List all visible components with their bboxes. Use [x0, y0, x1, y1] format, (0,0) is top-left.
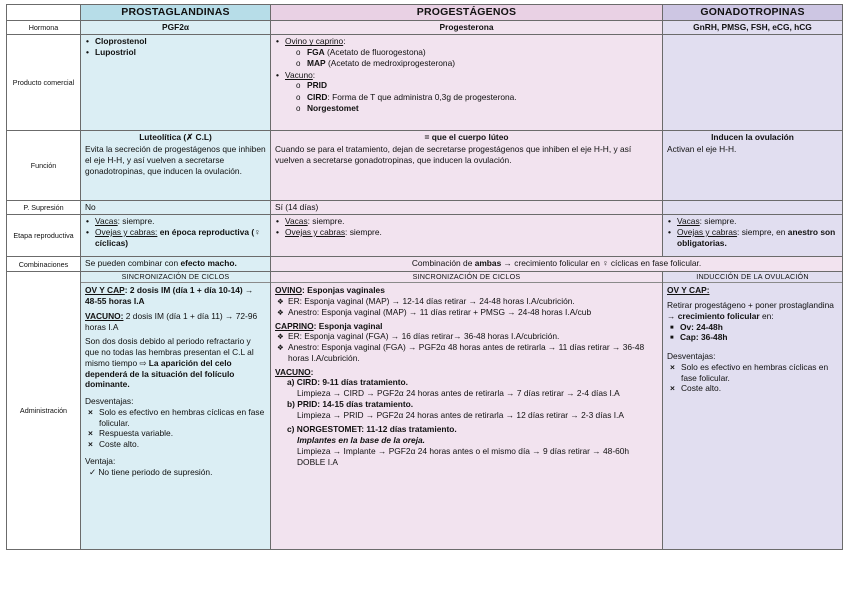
supresion-proges: Sí (14 días) [271, 201, 663, 215]
admin-proges-prid-title: b) PRID: 14-15 días tratamiento. [287, 398, 414, 409]
admin-proges-subtitle: SINCRONIZACIÓN DE CICLOS [271, 272, 662, 283]
etapa-prosta [81, 215, 271, 257]
product-item: o FGA (Acetato de fluorogestona) [307, 47, 658, 58]
producto-proges [271, 35, 663, 131]
funcion-proges-text: Cuando se para el tratamiento, dejan de secretarse progestágenos que inhiben el eje H-H, y así vuelven a secretarse gonadotropinas, que inducen la ovulación. [275, 144, 632, 165]
product-group-vacuno: • Vacuno: o PRID o CIRD: Forma de T que administra 0,3g de progesterona. o Norgestomet [285, 70, 658, 114]
admin-gonado-desv-list [667, 362, 838, 394]
combinaciones-proges-gonado: Combinación de ambas → crecimiento folicular en ♀ cíclicas en fase folicular. [271, 257, 843, 272]
supresion-gonado [663, 201, 843, 215]
admin-proges-prid-text: Limpieza → PRID → PGF2α 24 horas antes de retirarla → 12 días retirar → 2-3 días I.A [297, 409, 624, 420]
etapa-item: • Ovejas y cabras: siempre, en anestro son obligatorias. [677, 227, 838, 249]
row-label-producto: Producto comercial [7, 35, 81, 131]
funcion-gonado [663, 131, 843, 201]
list-item: × Coste alto. [681, 383, 838, 394]
list-item: × Solo es efectivo en hembras cíclicas en fase folicular. [681, 362, 838, 384]
admin-prosta-ovcap: OV Y CAP: 2 dosis IM (día 1 + día 10-14) → 48-55 horas I.A [85, 285, 254, 307]
list-item: × Solo es efectivo en hembras cíclicas en fase folicular. [99, 407, 266, 429]
ovino-label: Ovino y caprino [285, 36, 344, 47]
product-item: o MAP (Acetato de medroxiprogesterona) [307, 58, 658, 69]
admin-gonado-desv-title: Desventajas: [667, 351, 716, 362]
funcion-gonado-text: Activan el eje H-H. [667, 144, 737, 155]
product-group-ovino: • Ovino y caprino: o FGA (Acetato de fluorogestona) o MAP (Acetato de medroxiprogesterona) [285, 36, 658, 69]
admin-prosta-desv-title: Desventajas: [85, 396, 134, 407]
list-item: × Respuesta variable. [99, 428, 266, 439]
funcion-prosta-text: Evita la secreción de progestágenos que inhiben el eje H-H, y así vuelven a secretarse gonadotropinas, que inducen la ovulación. [85, 144, 266, 176]
admin-prosta-explain: Son dos dosis debido al periodo refractario y que no todas las hembras presentan el C.L al mismo tiempo ⇨ La aparición del celo dependerá de la situación del folículo dominante. [85, 336, 254, 390]
combinaciones-prosta: Se pueden combinar con efecto macho. [81, 257, 271, 272]
row-label-combinaciones: Combinaciones [7, 257, 81, 272]
admin-prosta-subtitle: SINCRONIZACIÓN DE CICLOS [81, 272, 270, 283]
product-item: o PRID [307, 80, 658, 91]
etapa-item: • Vacas: siempre. [95, 216, 266, 227]
funcion-prosta [81, 131, 271, 201]
admin-proges-norg-title: c) NORGESTOMET: 11-12 días tratamiento. [287, 424, 457, 435]
funcion-proges-title: = que el cuerpo lúteo [424, 132, 509, 143]
hormona-gonado: GnRH, PMSG, FSH, eCG, hCG [663, 21, 843, 35]
hormona-proges: Progesterona [271, 21, 663, 35]
row-label-hormona: Hormona [7, 21, 81, 35]
admin-gonado-ovcap: OV Y CAP: [667, 285, 710, 296]
product-item: o CIRD: Forma de T que administra 0,3g de progesterona. [307, 92, 658, 103]
producto-prosta [81, 35, 271, 131]
admin-proges-ovino: OVINO: Esponjas vaginales [275, 285, 385, 296]
admin-proges-norg-text: Limpieza → Implante → PGF2α 24 horas antes o el mismo día → 9 días retirar → 48-60h DOBLE I.A [297, 445, 630, 467]
corner-cell [7, 5, 81, 21]
header-gonadotropinas: GONADOTROPINAS [663, 5, 843, 21]
admin-prosta-desv-list [85, 407, 266, 450]
admin-proges-vacuno: VACUNO: [275, 366, 314, 377]
admin-proges [271, 272, 663, 550]
list-item: × Coste alto. [99, 439, 266, 450]
admin-proges-norg-italic: Implantes en la base de la oreja. [297, 435, 426, 446]
product-item: • Cloprostenol [95, 36, 266, 47]
row-label-supresion: P. Supresión [7, 201, 81, 215]
etapa-gonado [663, 215, 843, 257]
header-progestagenos: PROGESTÁGENOS [271, 5, 663, 21]
supresion-prosta: No [81, 201, 271, 215]
admin-proges-caprino: CAPRINO: Esponja vaginal [275, 320, 383, 331]
admin-gonado-subtitle: INDUCCIÓN DE LA OVULACIÓN [663, 272, 842, 283]
header-prostaglandinas: PROSTAGLANDINAS [81, 5, 271, 21]
etapa-proges [271, 215, 663, 257]
vacuno-label: Vacuno [285, 69, 313, 80]
funcion-prosta-title: Luteolítica (✗ C.L) [139, 132, 212, 143]
producto-gonado [663, 35, 843, 131]
list-item: ❖ ER: Esponja vaginal (MAP) → 12-14 días retirar → 24-48 horas I.A/cubrición. [288, 296, 658, 307]
product-item: • Lupostriol [95, 47, 266, 58]
funcion-proges [271, 131, 663, 201]
comparison-table [6, 4, 843, 550]
admin-proges-cird-title: a) CIRD: 9-11 días tratamiento. [287, 377, 409, 388]
etapa-item: • Vacas: siempre. [677, 216, 838, 227]
list-item: ❖ Anestro: Esponja vaginal (MAP) → 11 días retirar + PMSG → 24-48 horas I.A/cub [288, 307, 658, 318]
admin-prosta-vacuno: VACUNO: 2 dosis IM (día 1 + día 11) → 72-96 horas I.A [85, 310, 258, 332]
etapa-item: • Ovejas y cabras: siempre. [285, 227, 658, 238]
admin-gonado-intro: Retirar progestágeno + poner prostaglandina → crecimiento folicular en: [667, 300, 834, 321]
row-label-funcion: Función [7, 131, 81, 201]
admin-gonado [663, 272, 843, 550]
list-item: ■ Ov: 24-48h [680, 322, 838, 333]
admin-prosta [81, 272, 271, 550]
admin-prosta-venta-title: Ventaja: [85, 455, 116, 466]
list-item: ■ Cap: 36-48h [680, 332, 838, 343]
list-item: ❖ ER: Esponja vaginal (FGA) → 16 días retirar→ 36-48 horas I.A/cubrición. [288, 331, 658, 342]
hormona-prosta: PGF2α [81, 21, 271, 35]
funcion-gonado-title: Inducen la ovulación [711, 132, 794, 143]
etapa-item: • Vacas: siempre. [285, 216, 658, 227]
admin-prosta-venta-item: ✓ No tiene periodo de supresión. [89, 466, 213, 477]
etapa-item: • Ovejas y cabras: en época reproductiva (♀ cíclicas) [95, 227, 266, 249]
row-label-administracion: Administración [7, 272, 81, 550]
row-label-etapa: Etapa reproductiva [7, 215, 81, 257]
admin-proges-cird-text: Limpieza → CIRD → PGF2α 24 horas antes de retirarla → 7 días retirar → 2-4 días I.A [297, 388, 620, 399]
list-item: ❖ Anestro: Esponja vaginal (FGA) → PGF2α 48 horas antes de retirarla → 11 días retirar → 36-48 horas I.A/cubrición. [288, 342, 658, 364]
admin-gonado-list [667, 322, 838, 344]
product-item: o Norgestomet [307, 103, 658, 114]
